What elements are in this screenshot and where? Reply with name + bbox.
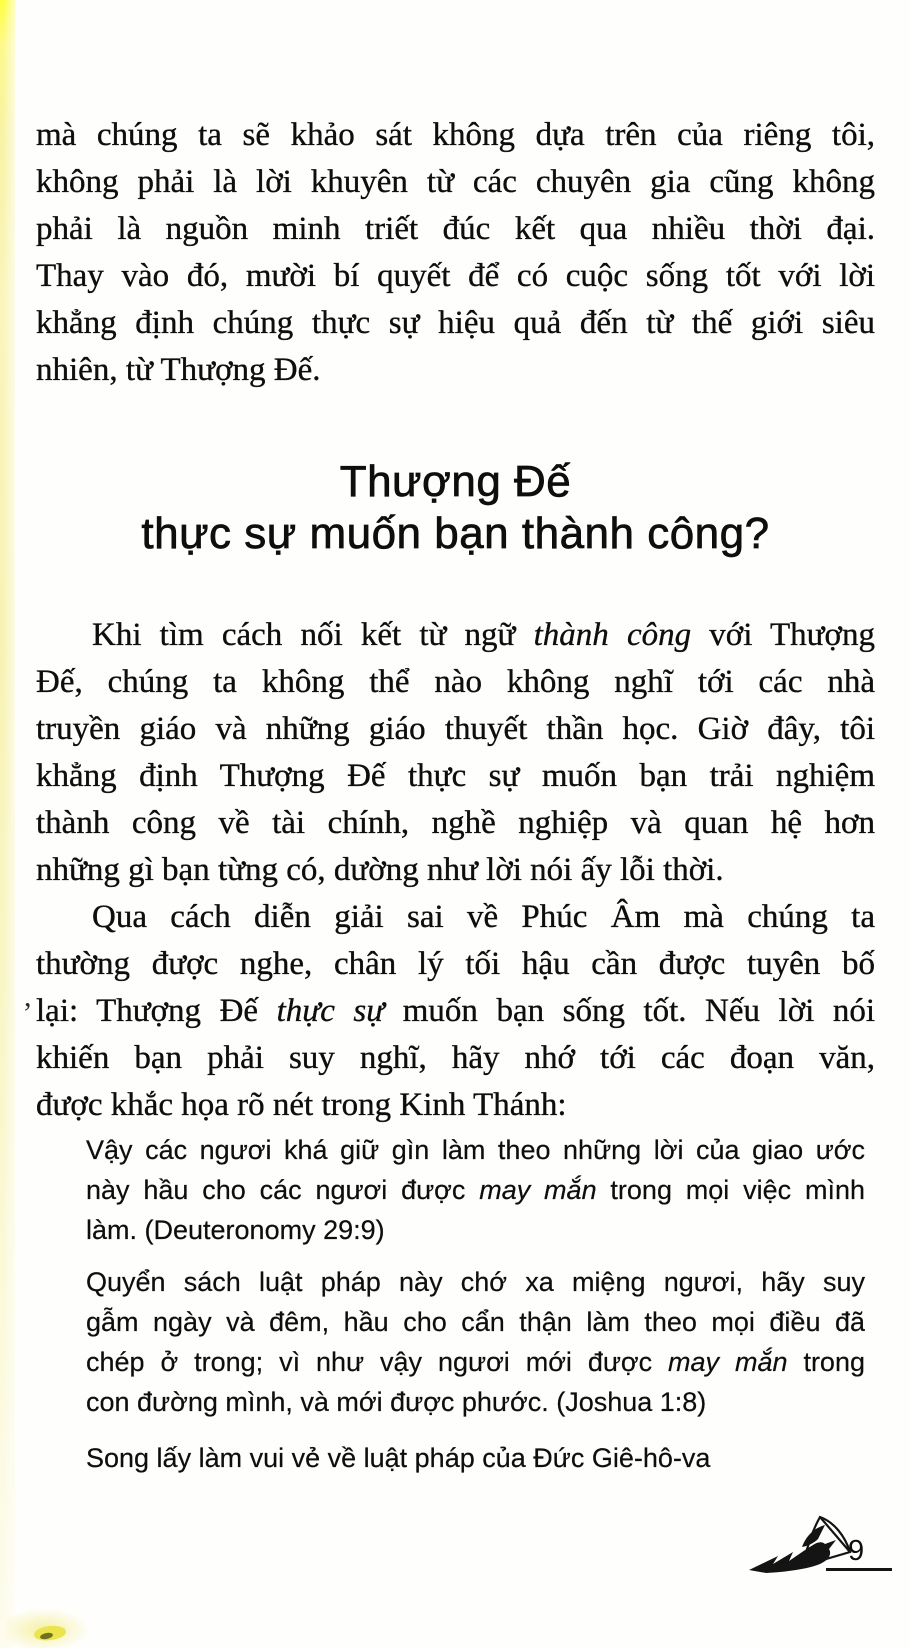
- emphasized-text: may mắn: [479, 1175, 597, 1205]
- text-segment: những gì bạn từng có, dường như lời nói ấy lỗi thời.: [36, 852, 724, 888]
- text-segment: phải là nguồn minh triết đúc kết qua nhiều thời đại.: [36, 211, 875, 247]
- text-segment: Thay vào đó, mười bí quyết để có cuộc sống tốt với lời: [36, 258, 875, 294]
- text-segment: khẳng định Thượng Đế thực sự muốn bạn trải nghiệm: [36, 758, 875, 794]
- text-line: [36, 206, 875, 253]
- text-line: [36, 508, 875, 560]
- text-segment: Đế, chúng ta không thể nào không nghĩ tới các nhà: [36, 664, 875, 700]
- text-line: [36, 988, 875, 1035]
- stray-ink-mark: ,: [24, 980, 32, 1013]
- page-number: 9: [848, 1535, 865, 1567]
- text-segment: khiến bạn phải suy nghĩ, hãy nhớ tới các đoạn văn,: [36, 1040, 875, 1076]
- text-line: [36, 347, 875, 394]
- text-segment: Qua cách diễn giải sai về Phúc Âm mà chúng ta: [92, 899, 875, 935]
- page-footer-ornament: [746, 1512, 902, 1584]
- text-line: [36, 253, 875, 300]
- scripture-quote-psalm: [86, 1438, 865, 1478]
- text-line: [36, 300, 875, 347]
- text-segment: làm. (Deuteronomy 29:9): [86, 1215, 385, 1245]
- scan-edge-fade: [3, 0, 23, 1648]
- text-line: [86, 1342, 865, 1382]
- flying-bird-kite-icon: [746, 1512, 896, 1582]
- emphasized-text: thực sự: [276, 993, 385, 1029]
- text-line: [86, 1302, 865, 1342]
- text-segment: trong: [787, 1347, 865, 1377]
- scripture-quote-deuteronomy: [86, 1130, 865, 1250]
- text-line: [36, 659, 875, 706]
- text-segment: thành công về tài chính, nghề nghiệp và quan hệ hơn: [36, 805, 875, 841]
- text-segment: mà chúng ta sẽ khảo sát không dựa trên của riêng tôi,: [36, 117, 875, 153]
- text-line: [36, 612, 875, 659]
- text-segment: thường được nghe, chân lý tối hậu cần được tuyên bố: [36, 946, 875, 982]
- text-line: [86, 1130, 865, 1170]
- text-line: [86, 1170, 865, 1210]
- text-line: [86, 1262, 865, 1302]
- paragraph: [36, 612, 875, 894]
- text-line: [36, 847, 875, 894]
- text-line: [36, 159, 875, 206]
- text-segment: Song lấy làm vui vẻ về luật pháp của Đức Giê-hô-va: [86, 1443, 711, 1473]
- text-line: [36, 753, 875, 800]
- text-segment: với Thượng: [691, 617, 875, 653]
- text-segment: nhiên, từ Thượng Đế.: [36, 352, 321, 388]
- text-segment: này hầu cho các ngươi được: [86, 1175, 480, 1205]
- text-line: [36, 112, 875, 159]
- text-line: [36, 1035, 875, 1082]
- text-segment: con đường mình, và mới được phước. (Joshua 1:8): [86, 1387, 707, 1417]
- paragraph-continuation: [36, 112, 875, 394]
- text-segment: truyền giáo và những giáo thuyết thần học. Giờ đây, tôi: [36, 711, 875, 747]
- text-line: [86, 1210, 865, 1250]
- text-line: [36, 456, 875, 508]
- paragraph: [36, 894, 875, 1129]
- text-segment: khẳng định chúng thực sự hiệu quả đến từ thế giới siêu: [36, 305, 875, 341]
- text-segment: thực sự muốn bạn thành công?: [141, 509, 770, 558]
- text-line: [36, 894, 875, 941]
- text-segment: không phải là lời khuyên từ các chuyên gia cũng không: [36, 164, 875, 200]
- emphasized-text: thành công: [533, 617, 692, 653]
- text-line: [36, 800, 875, 847]
- text-segment: muốn bạn sống tốt. Nếu lời nói: [384, 993, 875, 1029]
- text-segment: Vậy các ngươi khá giữ gìn làm theo những lời của giao ước: [86, 1135, 865, 1165]
- text-line: [86, 1382, 865, 1422]
- emphasized-text: may mắn: [668, 1347, 788, 1377]
- text-segment: Thượng Đế: [339, 457, 572, 506]
- text-segment: chép ở trong; vì như vậy ngươi mới được: [86, 1347, 669, 1377]
- text-line: [36, 706, 875, 753]
- text-segment: được khắc họa rõ nét trong Kinh Thánh:: [36, 1087, 567, 1123]
- text-segment: gẫm ngày và đêm, hầu cho cẩn thận làm theo mọi điều đã: [86, 1307, 865, 1337]
- text-line: [36, 1082, 875, 1129]
- text-segment: Khi tìm cách nối kết từ ngữ: [92, 617, 534, 653]
- text-line: [36, 941, 875, 988]
- text-segment: trong mọi việc mình: [596, 1175, 865, 1205]
- text-line: [86, 1438, 865, 1478]
- scripture-quote-joshua: [86, 1262, 865, 1422]
- text-segment: lại: Thượng Đế: [36, 993, 277, 1029]
- chapter-heading: [36, 456, 875, 560]
- page-number-underline: [826, 1568, 892, 1571]
- text-segment: Quyển sách luật pháp này chớ xa miệng ngươi, hãy suy: [86, 1267, 865, 1297]
